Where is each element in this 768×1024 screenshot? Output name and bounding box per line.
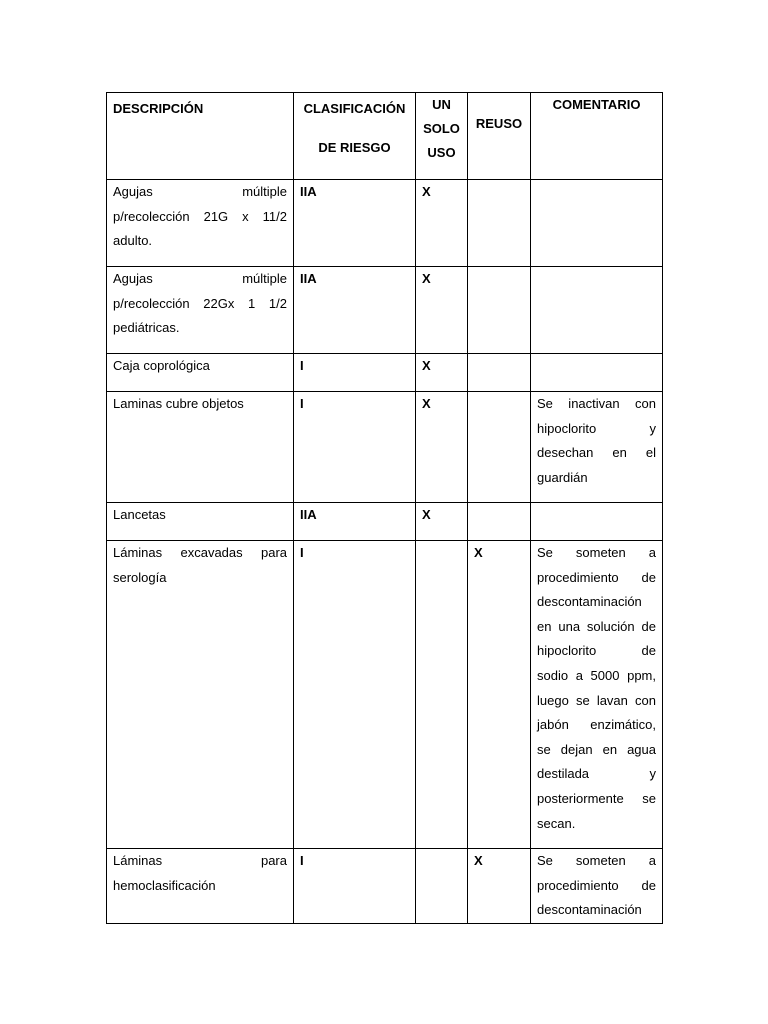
cell-un-solo-uso: X — [416, 392, 468, 503]
table-body — [107, 180, 663, 924]
header-clasificacion-line2: DE RIESGO — [318, 139, 391, 155]
cell-descripcion — [107, 541, 294, 849]
cell-comentario-line: guardián — [537, 469, 588, 485]
cell-descripcion — [107, 392, 294, 503]
cell-un-solo-uso: X — [416, 180, 468, 267]
table-header-row — [107, 93, 663, 180]
cell-comentario — [531, 392, 663, 503]
table-row — [107, 354, 663, 392]
header-clasificacion — [294, 93, 416, 180]
cell-descripcion-line: Agujas múltiple — [113, 184, 287, 199]
cell-comentario-line: descontaminación — [537, 902, 642, 918]
cell-comentario-line: Se someten a — [537, 853, 656, 868]
cell-descripcion-line: Láminas excavadas para — [113, 545, 287, 560]
cell-comentario — [531, 267, 663, 354]
cell-descripcion-line: p/recolección 21G x 11/2 — [113, 208, 287, 224]
header-un-solo-uso — [416, 93, 468, 180]
cell-comentario-line: secan. — [537, 815, 576, 831]
cell-descripcion-line: adulto. — [113, 233, 153, 249]
cell-comentario-line: desechan en el — [537, 445, 656, 461]
cell-descripcion-line: pediátricas. — [113, 320, 180, 336]
header-reuso: REUSO — [468, 93, 531, 180]
cell-comentario — [531, 541, 663, 849]
cell-descripcion-line: p/recolección 22Gx 1 1/2 — [113, 295, 287, 311]
cell-descripcion — [107, 354, 294, 392]
cell-clasificacion: I — [294, 541, 416, 849]
cell-comentario-line: Se inactivan con — [537, 396, 656, 411]
cell-descripcion-line: Laminas cubre objetos — [113, 396, 244, 411]
cell-comentario — [531, 180, 663, 267]
header-uso: USO — [427, 145, 456, 160]
cell-comentario-line: posteriormente se — [537, 790, 656, 806]
cell-reuso — [468, 503, 531, 541]
cell-clasificacion: IIA — [294, 503, 416, 541]
cell-comentario-line: Se someten a — [537, 545, 656, 560]
header-un: UN — [432, 97, 451, 112]
table-row — [107, 849, 663, 924]
header-solo: SOLO — [423, 121, 460, 136]
cell-comentario-line: luego se lavan con — [537, 692, 656, 708]
cell-reuso — [468, 180, 531, 267]
cell-descripcion-line: Caja coprológica — [113, 358, 210, 373]
cell-un-solo-uso: X — [416, 267, 468, 354]
cell-descripcion-line: Agujas múltiple — [113, 271, 287, 286]
classification-table — [106, 92, 663, 924]
cell-comentario-line: hipoclorito de — [537, 643, 656, 659]
cell-comentario-line: procedimiento de — [537, 569, 656, 585]
cell-clasificacion: I — [294, 354, 416, 392]
cell-reuso — [468, 354, 531, 392]
header-descripcion: DESCRIPCIÓN — [107, 93, 294, 180]
cell-un-solo-uso — [416, 541, 468, 849]
header-clasificacion-line1: CLASIFICACIÓN — [303, 101, 406, 116]
table-row — [107, 267, 663, 354]
table-row — [107, 541, 663, 849]
table-row — [107, 503, 663, 541]
cell-un-solo-uso: X — [416, 354, 468, 392]
cell-clasificacion: IIA — [294, 180, 416, 267]
cell-comentario-line: jabón enzimático, — [537, 717, 656, 733]
cell-clasificacion: IIA — [294, 267, 416, 354]
cell-descripcion — [107, 503, 294, 541]
cell-descripcion-line: hemoclasificación — [113, 877, 216, 893]
cell-descripcion — [107, 180, 294, 267]
cell-reuso — [468, 392, 531, 503]
cell-comentario-line: descontaminación — [537, 594, 642, 610]
cell-reuso: X — [468, 849, 531, 924]
cell-clasificacion: I — [294, 849, 416, 924]
cell-comentario — [531, 354, 663, 392]
cell-descripcion-line: serología — [113, 569, 167, 585]
cell-clasificacion: I — [294, 392, 416, 503]
cell-descripcion-line: Lancetas — [113, 507, 166, 522]
cell-comentario-line: procedimiento de — [537, 877, 656, 893]
cell-reuso: X — [468, 541, 531, 849]
cell-comentario-line: en una solución de — [537, 618, 656, 634]
table-row — [107, 180, 663, 267]
cell-comentario-line: se dejan en agua — [537, 741, 656, 757]
cell-descripcion-line: Láminas para — [113, 853, 287, 868]
cell-comentario — [531, 849, 663, 924]
cell-comentario-line: sodio a 5000 ppm, — [537, 667, 656, 683]
cell-comentario-line: destilada y — [537, 766, 656, 782]
header-comentario: COMENTARIO — [531, 93, 663, 180]
cell-un-solo-uso — [416, 849, 468, 924]
cell-comentario-line: hipoclorito y — [537, 420, 656, 436]
cell-descripcion — [107, 267, 294, 354]
cell-descripcion — [107, 849, 294, 924]
table-row — [107, 392, 663, 503]
cell-comentario — [531, 503, 663, 541]
cell-un-solo-uso: X — [416, 503, 468, 541]
cell-reuso — [468, 267, 531, 354]
